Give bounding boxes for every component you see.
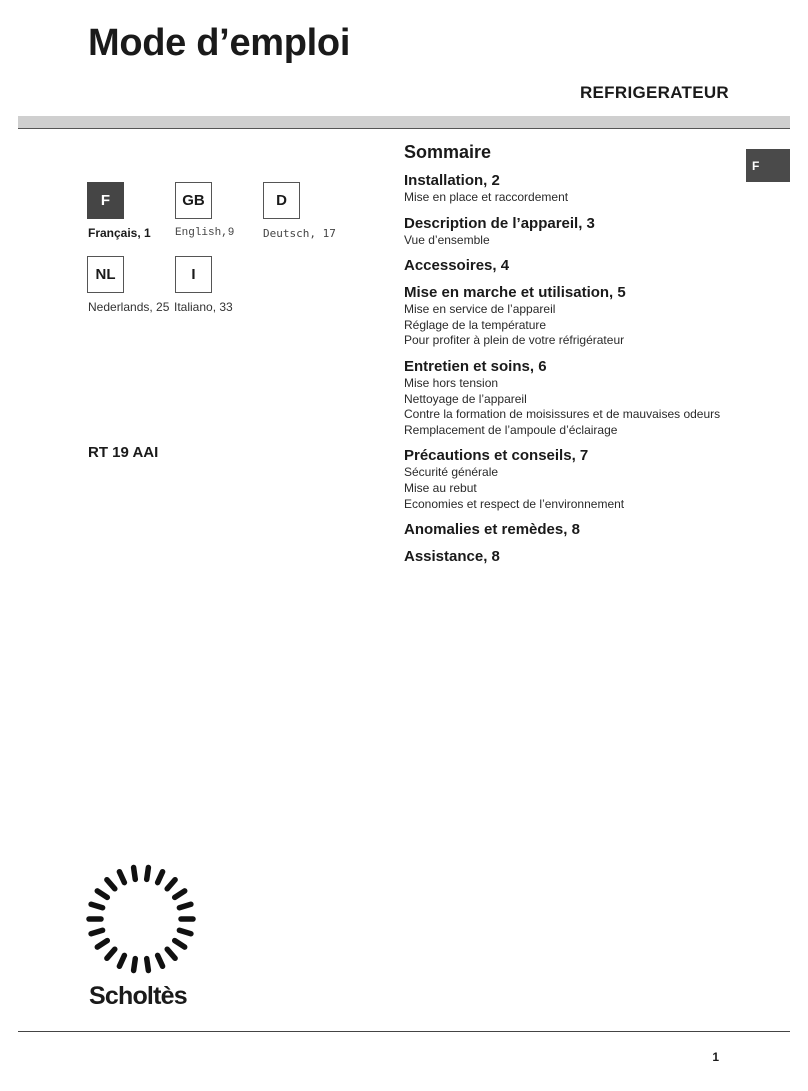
table-of-contents <box>404 142 764 575</box>
toc-subitem: Réglage de la température <box>404 317 547 332</box>
toc-section-title: Précautions et conseils, 7 <box>404 447 589 465</box>
toc-heading: Sommaire <box>404 142 492 162</box>
product-type: REFRIGERATEUR <box>579 83 729 102</box>
language-box-nl: NL <box>87 256 124 293</box>
toc-subitem: Pour profiter à plein de votre réfrigérateur <box>404 333 625 348</box>
toc-section <box>404 172 764 206</box>
toc-subitem: Remplacement de l’ampoule d’éclairage <box>404 422 618 437</box>
toc-section <box>404 284 764 349</box>
sun-ray <box>175 941 185 948</box>
language-box-d: D <box>263 182 300 219</box>
sun-ray <box>158 955 163 966</box>
sun-ray <box>167 949 175 958</box>
brand-name: Scholtès <box>89 982 187 1010</box>
language-box-gb: GB <box>175 182 212 219</box>
toc-sections <box>404 172 764 566</box>
sun-ray <box>179 930 191 933</box>
toc-subitem: Mise en place et raccordement <box>404 190 569 204</box>
toc-subitem: Sécurité générale <box>404 465 499 480</box>
language-label-fr: Français, 1 <box>88 226 151 240</box>
toc-section <box>404 447 764 512</box>
toc-subitem: Contre la formation de moisissures et de mauvaises odeurs <box>404 407 721 422</box>
toc-section <box>404 257 764 275</box>
sun-ray <box>179 904 191 907</box>
toc-section-title: Assistance, 8 <box>404 548 500 566</box>
toc-section-title: Accessoires, 4 <box>404 257 510 275</box>
toc-subitem: Mise hors tension <box>404 375 499 390</box>
sun-ray <box>91 904 103 907</box>
sun-ray <box>119 872 124 883</box>
sun-ray <box>97 891 107 898</box>
toc-section <box>404 548 764 566</box>
sun-ray <box>134 868 136 880</box>
toc-section <box>404 358 764 438</box>
toc-subitem: Mise en service de l’appareil <box>404 302 556 317</box>
toc-subitem: Economies et respect de l’environnement <box>404 496 625 511</box>
language-label-it: Italiano, 33 <box>174 300 233 314</box>
sun-ray <box>119 955 124 966</box>
language-label-en: English,9 <box>175 227 235 239</box>
toc-section-title: Anomalies et remèdes, 8 <box>404 521 580 539</box>
sun-logo-icon <box>84 862 198 976</box>
language-label-de: Deutsch, 17 <box>263 227 336 240</box>
page-title: Mode d’emploi <box>88 22 351 64</box>
toc-subitem: Nettoyage de l’appareil <box>404 391 527 406</box>
language-tab: F <box>746 149 790 182</box>
header-bar <box>18 116 790 129</box>
sun-ray <box>107 949 115 958</box>
footer-rule <box>18 1031 790 1032</box>
sun-ray <box>134 959 136 971</box>
sun-ray <box>97 941 107 948</box>
sun-ray <box>175 891 185 898</box>
sun-ray <box>147 959 149 971</box>
language-box-f: F <box>87 182 124 219</box>
toc-section-title: Entretien et soins, 6 <box>404 357 547 375</box>
language-label-nl: Nederlands, 25 <box>88 300 170 314</box>
toc-subitem: Mise au rebut <box>404 480 477 495</box>
sun-ray <box>107 880 115 889</box>
model-number: RT 19 AAI <box>88 444 159 461</box>
toc-section-title: Description de l’appareil, 3 <box>404 214 595 232</box>
page-number: 1 <box>712 1050 719 1064</box>
toc-subitem: Vue d’ensemble <box>404 232 490 247</box>
toc-section <box>404 215 764 249</box>
sun-ray <box>158 872 163 883</box>
toc-section-title: Installation, 2 <box>404 172 500 189</box>
toc-section <box>404 521 764 539</box>
language-box-i: I <box>175 256 212 293</box>
sun-ray <box>167 880 175 889</box>
toc-section-title: Mise en marche et utilisation, 5 <box>404 284 626 302</box>
sun-ray <box>91 930 103 933</box>
sun-ray <box>147 868 149 880</box>
